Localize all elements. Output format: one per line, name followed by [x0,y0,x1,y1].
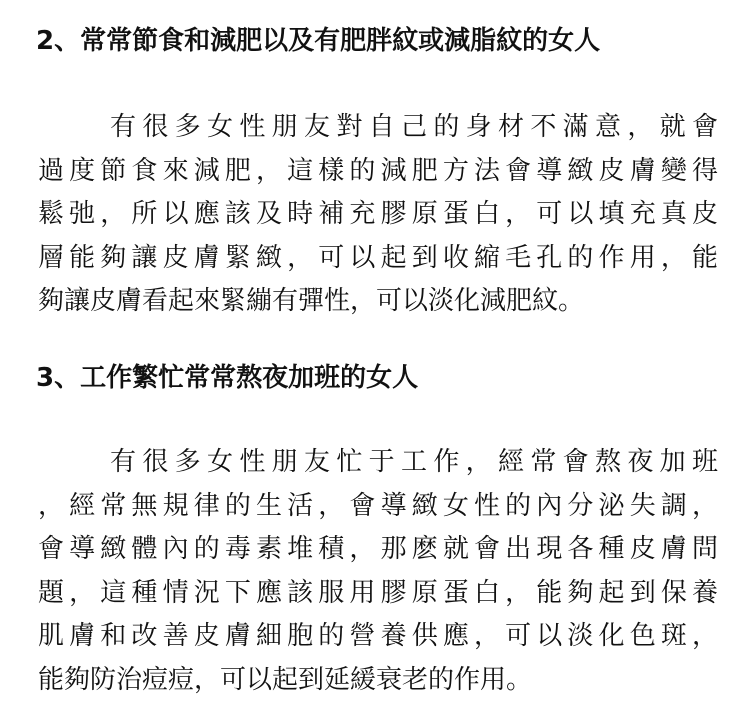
section-2-heading: 2、常常節食和減肥以及有肥胖紋或減脂紋的女人 [36,24,600,58]
section-2-paragraph [38,106,718,324]
paragraph-line: 層能夠讓皮膚緊緻，可以起到收縮毛孔的作用，能 [38,237,718,281]
paragraph-line: 鬆弛，所以應該及時補充膠原蛋白，可以填充真皮 [38,193,718,237]
paragraph-line: ，經常無規律的生活，會導緻女性的內分泌失調， [38,485,718,529]
section-3-paragraph [38,441,718,702]
paragraph-line: 會導緻體內的毒素堆積，那麽就會出現各種皮膚問 [38,528,718,572]
paragraph-line: 有很多女性朋友對自己的身材不滿意，就會 [38,106,718,150]
paragraph-line: 過度節食來減肥，這樣的減肥方法會導緻皮膚變得 [38,150,718,194]
paragraph-line: 能夠防治痘痘，可以起到延緩衰老的作用。 [38,659,718,702]
paragraph-line: 夠讓皮膚看起來緊繃有彈性，可以淡化減肥紋。 [38,280,718,324]
paragraph-line: 肌膚和改善皮膚細胞的營養供應，可以淡化色斑， [38,615,718,659]
paragraph-line: 題，這種情況下應該服用膠原蛋白，能夠起到保養 [38,572,718,616]
section-3-heading: 3、工作繁忙常常熬夜加班的女人 [36,361,418,395]
paragraph-line: 有很多女性朋友忙于工作，經常會熬夜加班 [38,441,718,485]
